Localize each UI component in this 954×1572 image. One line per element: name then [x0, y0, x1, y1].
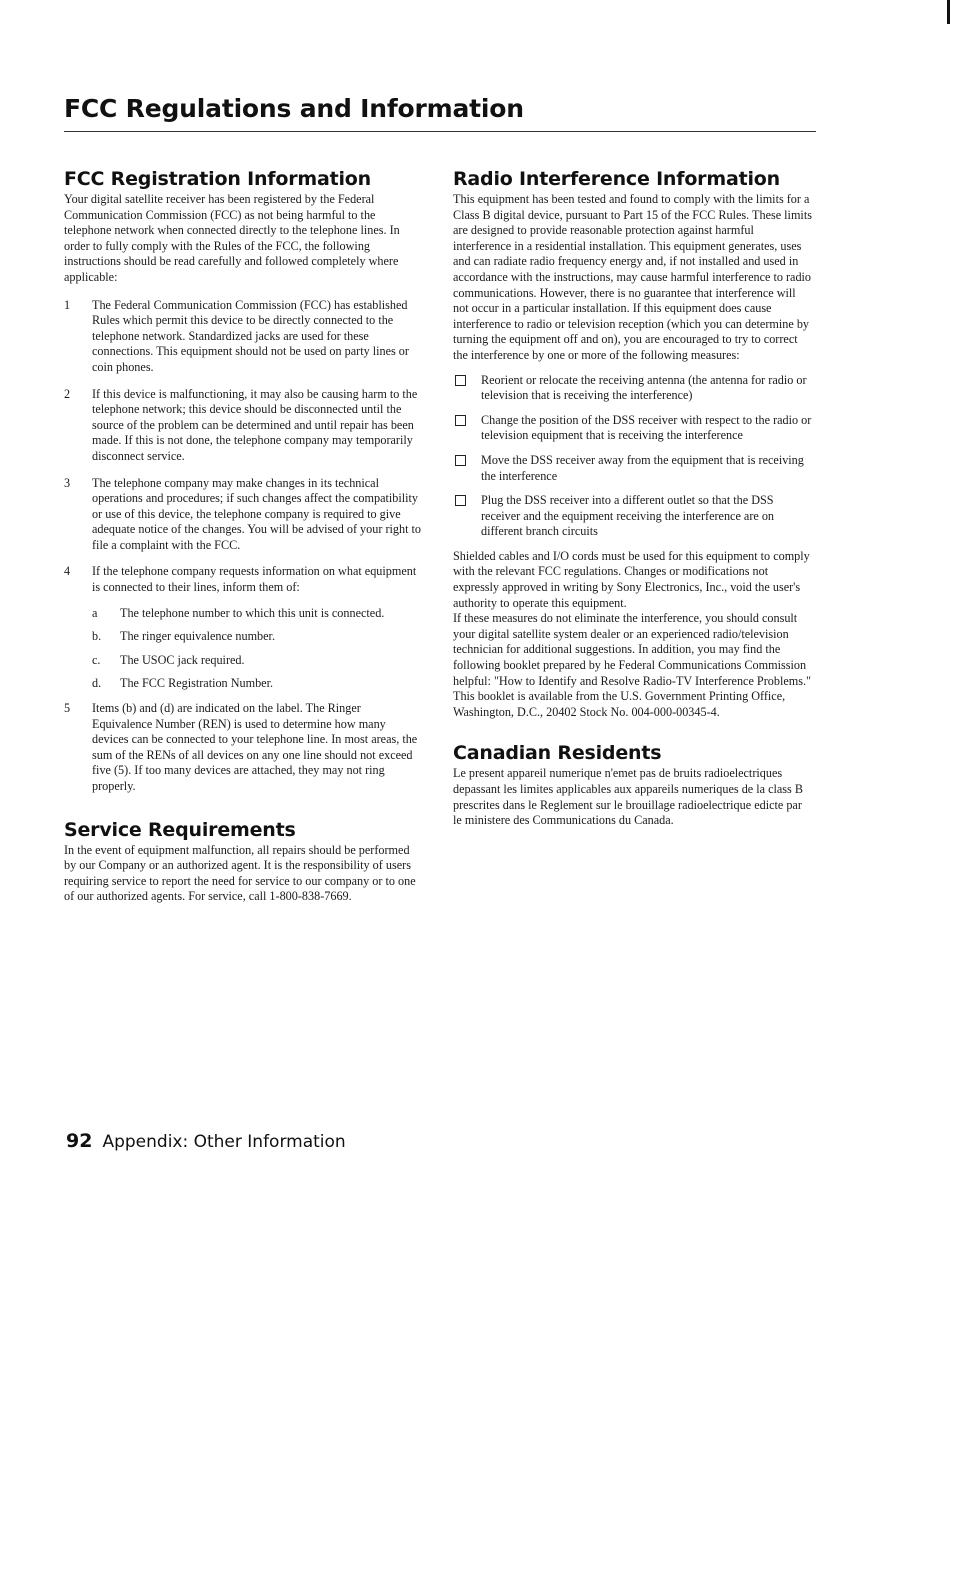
measure-text: Plug the DSS receiver into a different outlet so that the DSS receiver and the equipment receiving the interference are on different branch circuits [481, 493, 775, 539]
page-title: FCC Regulations and Information [64, 94, 524, 123]
sublist-letter: b. [92, 629, 102, 644]
edge-mark [947, 0, 950, 24]
service-requirements-section [64, 819, 424, 905]
list-text: The telephone company may make changes in its technical operations and procedures; if such changes affect the compatibility or use of this device, the telephone company is required to give adequate notice of the changes. You will be advised of your right to file a complaint with the FCC. [92, 475, 421, 552]
right-column [453, 168, 813, 829]
measure-item [453, 413, 813, 444]
further-help-text: If these measures do not eliminate the interference, you should consult your digital satellite system dealer or an experienced radio/television technician for additional suggestions. In addition, you may find the following booklet prepared by he Federal Communications Commission helpful: "How to Identify and Resolve Radio-TV Interference Problems." This booklet is available from the U.S. Government Printing Office, Washington, D.C., 20402 Stock No. 004-000-00345-4. [453, 611, 811, 719]
canadian-text: Le present appareil numerique n'emet pas de bruits radioelectriques depassant les limites applicables aux appareils numeriques de la class B prescrites dans le Reglement sur le brouillage radioelectrique edicte par le ministere des Communications du Canada. [453, 766, 803, 828]
list-item [64, 387, 424, 465]
list-number: 1 [64, 297, 71, 312]
radio-intro: This equipment has been tested and found to comply with the limits for a Class B digital device, pursuant to Part 15 of the FCC Rules. These limits are designed to provide reasonable protection against harmful interference in a residential installation. This equipment generates, uses and can radiate radio frequency energy and, if not installed and used in accordance with the instructions, may cause harmful interference to radio communications. However, there is no guarantee that interference will not occur in a particular installation. If this equipment does cause interference to radio or television reception (which you can determine by turning the equipment off and on), you are encouraged to try to correct the interference by one or more of the following measures: [453, 192, 812, 362]
footer-section-title: Appendix: Other Information [102, 1132, 346, 1152]
measure-text: Reorient or relocate the receiving antenna (the antenna for radio or television that is receiving the interference) [481, 372, 807, 403]
radio-interference-section [453, 168, 813, 720]
checkbox-square-icon [455, 495, 466, 506]
sublist-letter: a [92, 605, 98, 620]
registration-list-continued [64, 701, 424, 795]
checkbox-square-icon [455, 375, 466, 386]
sublist-item [92, 606, 424, 622]
sublist-item [92, 629, 424, 645]
list-text: If the telephone company requests information on what equipment is connected to their lines, inform them of: [92, 564, 417, 595]
measures-list [453, 373, 813, 540]
sublist-text: The USOC jack required. [120, 652, 245, 667]
measure-item [453, 453, 813, 484]
list-number: 2 [64, 386, 71, 401]
list-number: 3 [64, 475, 71, 490]
checkbox-square-icon [455, 415, 466, 426]
sublist-text: The ringer equivalence number. [120, 629, 275, 644]
registration-list [64, 298, 424, 596]
list-item [64, 701, 424, 795]
section-heading-registration: FCC Registration Information [64, 168, 371, 190]
page-footer [66, 1130, 346, 1152]
measure-text: Move the DSS receiver away from the equipment that is receiving the interference [481, 452, 804, 483]
list-text: If this device is malfunctioning, it may also be causing harm to the telephone network; this device should be disconnected until the source of the problem can be determined and until repair has been made. If this is not done, the telephone company may temporarily disconnect service. [92, 386, 418, 463]
registration-intro: Your digital satellite receiver has been registered by the Federal Communication Commission (FCC) as not being harmful to the telephone network when connected directly to the telephone lines. In order to fully comply with the Rules of the FCC, the following instructions should be read carefully and followed completely where applicable: [64, 192, 400, 284]
list-text: Items (b) and (d) are indicated on the label. The Ringer Equivalence Number (REN) is used to determine how many devices can be connected to your telephone line. In most areas, the sum of the RENs of all devices on any one line should not exceed five (5). If too many devices are attached, they may not ring properly. [92, 701, 418, 793]
title-rule [64, 131, 816, 132]
registration-sublist [64, 606, 424, 692]
list-number: 5 [64, 701, 71, 716]
shielded-cables-text: Shielded cables and I/O cords must be used for this equipment to comply with the relevant FCC regulations. Changes or modifications not expressly approved in writing by Sony Electronics, Inc., void the user's authority to operate this equipment. [453, 548, 810, 610]
canadian-residents-section [453, 742, 813, 828]
sublist-text: The FCC Registration Number. [120, 676, 274, 691]
measure-item [453, 373, 813, 404]
sublist-letter: c. [92, 652, 101, 667]
list-text: The Federal Communication Commission (FCC) has established Rules which permit this device to be directly connected to the telephone network. Standardized jacks are used for these connections. This equipment should not be used on party lines or coin phones. [92, 297, 409, 374]
section-heading-canadian: Canadian Residents [453, 742, 662, 765]
list-item [64, 564, 424, 595]
section-heading-radio: Radio Interference Information [453, 168, 780, 190]
page-number: 92 [66, 1130, 93, 1152]
sublist-text: The telephone number to which this unit is connected. [120, 605, 385, 620]
list-item [64, 298, 424, 376]
left-column [64, 168, 424, 905]
section-heading-service: Service Requirements [64, 818, 296, 841]
sublist-item [92, 653, 424, 669]
checkbox-square-icon [455, 455, 466, 466]
measure-item [453, 493, 813, 540]
sublist-letter: d. [92, 676, 102, 691]
sublist-item [92, 676, 424, 692]
measure-text: Change the position of the DSS receiver with respect to the radio or television equipment that is receiving the interference [481, 412, 812, 443]
service-text: In the event of equipment malfunction, all repairs should be performed by our Company or an authorized agent. It is the responsibility of users requiring service to report the need for service to our company or to one of our authorized agents. For service, call 1-800-838-7669. [64, 842, 416, 904]
fcc-registration-section [64, 168, 424, 795]
list-number: 4 [64, 564, 71, 579]
list-item [64, 476, 424, 554]
